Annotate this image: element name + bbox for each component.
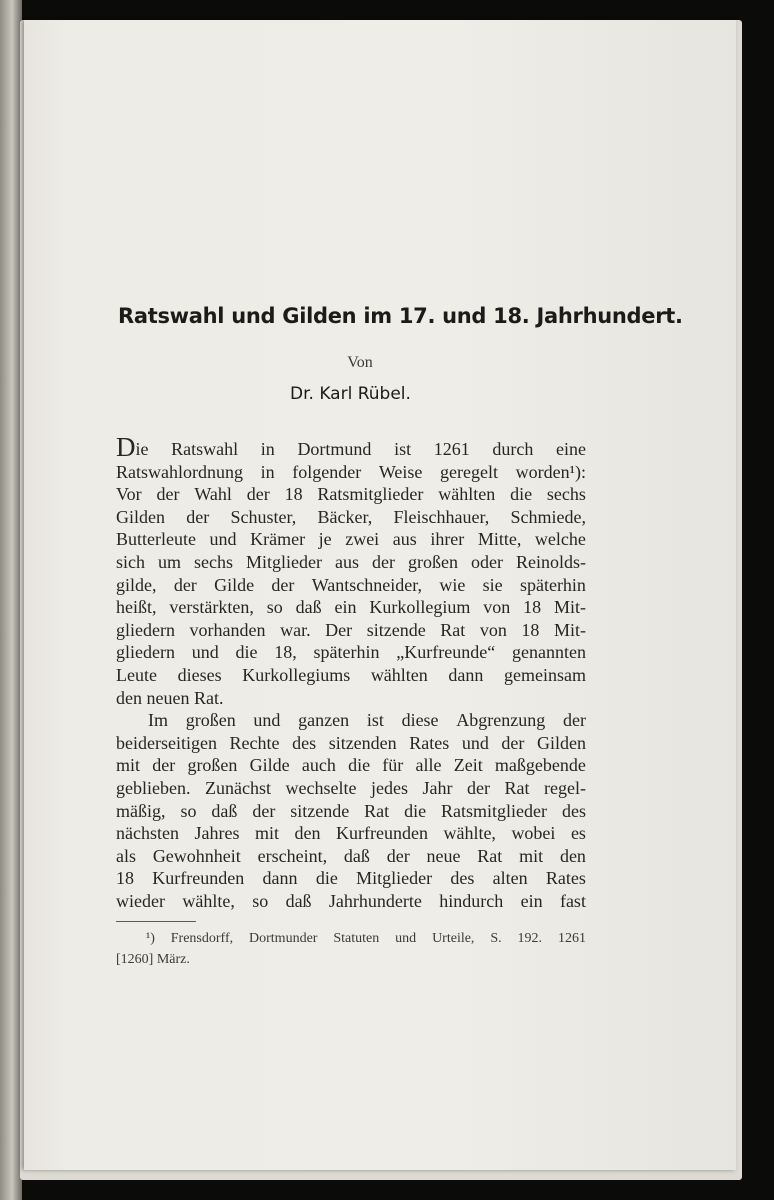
body-text — [116, 432, 586, 912]
article-title: Ratswahl und Gilden im 17. und 18. Jahrhundert. — [118, 304, 683, 328]
author-name: Dr. Karl Rübel. — [290, 384, 411, 404]
text-line: Leute dieses Kurkollegiums wählten dann gemeinsam — [116, 664, 586, 685]
text-line: gliedern vorhanden war. Der sitzende Rat von 18 Mit- — [116, 619, 586, 640]
paragraph-1 — [116, 432, 586, 709]
text-line: wieder wählte, so daß Jahrhunderte hindurch ein fast — [116, 890, 586, 911]
text-line: gliedern und die 18, späterhin „Kurfreunde“ genannten — [116, 642, 586, 663]
text-line: mit der großen Gilde auch die für alle Zeit maßgebende — [116, 755, 586, 776]
text-line: beiderseitigen Rechte des sitzenden Rates und der Gilden — [116, 732, 586, 753]
footnote-line: ¹) Frensdorff, Dortmunder Statuten und Urteile, S. 192. 1261 — [146, 931, 586, 946]
footnote-divider — [116, 921, 196, 922]
text-line: mäßig, so daß der sitzende Rat die Ratsmitglieder des — [116, 800, 586, 821]
footnote-line: [1260] März. — [116, 952, 190, 967]
text-line: 18 Kurfreunden dann die Mitglieder des alten Rates — [116, 868, 586, 889]
text-line: sich um sechs Mitglieder aus der großen oder Reinolds- — [116, 551, 586, 572]
text-line: Gilden der Schuster, Bäcker, Fleischhauer, Schmiede, — [116, 506, 586, 527]
text-line — [116, 432, 586, 462]
text-line-content: ie Ratswahl in Dortmund ist 1261 durch eine — [135, 439, 586, 459]
text-line: geblieben. Zunächst wechselte jedes Jahr der Rat regel- — [116, 777, 586, 798]
drop-cap: D — [116, 432, 136, 462]
byline-prefix: Von — [347, 354, 373, 371]
text-line: Vor der Wahl der 18 Ratsmitglieder wählten die sechs — [116, 484, 586, 505]
text-line: Butterleute und Krämer je zwei aus ihrer Mitte, welche — [116, 529, 586, 550]
text-line: Ratswahlordnung in folgender Weise geregelt worden¹): — [116, 461, 586, 482]
text-line: gilde, der Gilde der Wantschneider, wie sie späterhin — [116, 574, 586, 595]
paragraph-2 — [116, 709, 586, 912]
footnote — [116, 928, 586, 970]
text-line: als Gewohnheit erscheint, daß der neue Rat mit den — [116, 845, 586, 866]
text-line: Im großen und ganzen ist diese Abgrenzung der — [148, 710, 586, 731]
text-line: nächsten Jahres mit den Kurfreunden wählte, wobei es — [116, 823, 586, 844]
left-page-edge — [0, 0, 22, 1200]
text-line: heißt, verstärkten, so daß ein Kurkollegium von 18 Mit- — [116, 597, 586, 618]
text-line: den neuen Rat. — [116, 687, 224, 708]
